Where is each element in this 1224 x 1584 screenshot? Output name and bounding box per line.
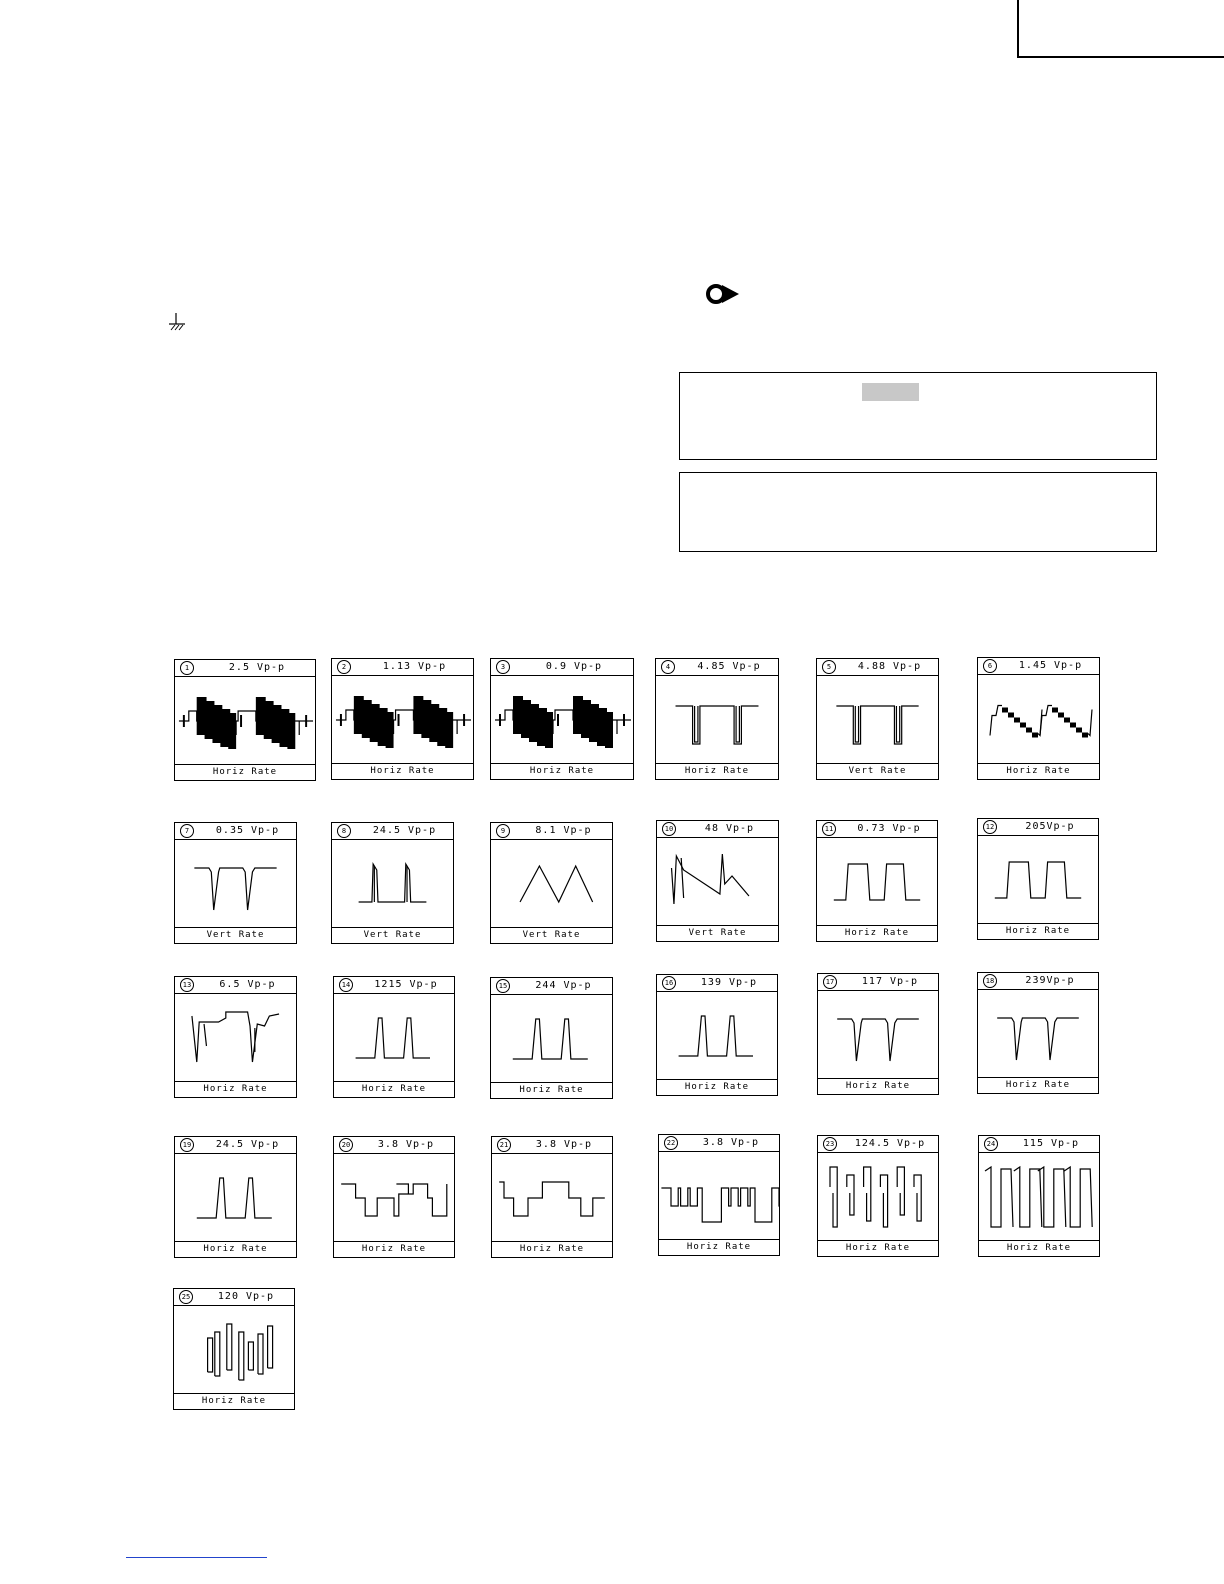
waveform-amplitude: 4.85 Vp-p — [697, 661, 761, 672]
waveform-rate: Horiz Rate — [492, 1241, 612, 1257]
waveform-header — [334, 1137, 454, 1154]
waveform-trace — [175, 840, 296, 928]
waveform-amplitude: 48 Vp-p — [704, 823, 755, 834]
waveform-number: 9 — [496, 824, 510, 838]
waveform-header — [978, 973, 1098, 990]
waveform-header — [817, 659, 938, 676]
waveform-number: 22 — [664, 1136, 678, 1150]
waveform-header — [491, 823, 612, 840]
waveform-panel-13 — [174, 976, 297, 1098]
waveform-rate: Vert Rate — [491, 927, 612, 943]
waveform-number: 20 — [339, 1138, 353, 1152]
waveform-trace — [657, 992, 777, 1080]
waveform-number: 4 — [661, 660, 675, 674]
waveform-panel-20 — [333, 1136, 455, 1258]
waveform-rate: Horiz Rate — [656, 763, 778, 779]
waveform-rate: Horiz Rate — [334, 1241, 454, 1257]
waveform-header — [978, 819, 1098, 836]
waveform-header — [491, 659, 633, 676]
waveform-header — [175, 660, 315, 677]
waveform-trace — [979, 1153, 1099, 1241]
waveform-amplitude: 117 Vp-p — [861, 976, 919, 987]
waveform-panel-4 — [655, 658, 779, 780]
waveform-rate: Horiz Rate — [818, 1078, 938, 1094]
waveform-panel-12 — [977, 818, 1099, 940]
waveform-number: 21 — [497, 1138, 511, 1152]
waveform-amplitude: 124.5 Vp-p — [854, 1138, 926, 1149]
waveform-rate: Horiz Rate — [978, 763, 1099, 779]
waveform-number: 25 — [179, 1290, 193, 1304]
waveform-rate: Horiz Rate — [978, 923, 1098, 939]
waveform-header — [174, 1289, 294, 1306]
waveform-trace — [175, 677, 315, 765]
waveform-number: 5 — [822, 660, 836, 674]
waveform-panel-24 — [978, 1135, 1100, 1257]
waveform-amplitude: 244 Vp-p — [535, 980, 592, 991]
waveform-rate: Vert Rate — [817, 763, 938, 779]
waveform-number: 19 — [180, 1138, 194, 1152]
waveform-header — [175, 977, 296, 994]
waveform-amplitude: 8.1 Vp-p — [535, 825, 592, 836]
waveform-panel-17 — [817, 973, 939, 1095]
waveform-trace — [491, 840, 612, 928]
waveform-amplitude: 2.5 Vp-p — [228, 662, 286, 673]
waveform-rate: Horiz Rate — [657, 1079, 777, 1095]
waveform-header — [979, 1136, 1099, 1153]
waveform-trace — [334, 1154, 454, 1242]
waveform-number: 17 — [823, 975, 837, 989]
waveform-amplitude: 6.5 Vp-p — [219, 979, 276, 990]
waveform-header — [175, 1137, 296, 1154]
waveform-rate: Horiz Rate — [817, 925, 937, 941]
waveform-trace — [174, 1306, 294, 1394]
waveform-number: 11 — [822, 822, 836, 836]
waveform-number: 13 — [180, 978, 194, 992]
waveform-amplitude: 1.45 Vp-p — [1018, 660, 1083, 671]
waveform-panel-22 — [658, 1134, 780, 1256]
waveform-amplitude: 239Vp-p — [1025, 975, 1075, 986]
waveform-header — [656, 659, 778, 676]
footer-link-underline — [126, 1557, 267, 1558]
waveform-rate: Horiz Rate — [979, 1240, 1099, 1256]
waveform-header — [659, 1135, 779, 1152]
waveform-amplitude: 24.5 Vp-p — [215, 1139, 280, 1150]
waveform-header — [332, 823, 453, 840]
waveform-header — [657, 821, 778, 838]
waveform-rate: Horiz Rate — [334, 1081, 454, 1097]
waveform-panel-6 — [977, 657, 1100, 780]
waveform-trace — [332, 840, 453, 928]
waveform-amplitude: 205Vp-p — [1025, 821, 1075, 832]
waveform-number: 23 — [823, 1137, 837, 1151]
waveform-amplitude: 24.5 Vp-p — [372, 825, 437, 836]
waveform-trace — [491, 995, 612, 1083]
waveform-number: 12 — [983, 820, 997, 834]
waveform-trace — [817, 676, 938, 764]
waveform-header — [491, 978, 612, 995]
waveform-amplitude: 0.35 Vp-p — [215, 825, 280, 836]
waveform-amplitude: 120 Vp-p — [217, 1291, 275, 1302]
waveform-rate: Horiz Rate — [818, 1240, 938, 1256]
waveform-rate: Vert Rate — [175, 927, 296, 943]
waveform-rate: Horiz Rate — [175, 1081, 296, 1097]
waveform-amplitude: 139 Vp-p — [700, 977, 758, 988]
waveform-trace — [978, 836, 1098, 924]
waveform-trace — [978, 675, 1099, 764]
waveform-amplitude: 0.73 Vp-p — [857, 823, 921, 834]
waveform-number: 15 — [496, 979, 510, 993]
ground-symbol-icon — [168, 312, 186, 332]
waveform-trace — [817, 838, 937, 926]
waveform-trace — [659, 1152, 779, 1240]
waveform-panel-10 — [656, 820, 779, 942]
waveform-trace — [491, 676, 633, 764]
waveform-amplitude: 3.8 Vp-p — [535, 1139, 593, 1150]
waveform-header — [817, 821, 937, 838]
highlight-mark — [862, 383, 919, 401]
waveform-header — [818, 974, 938, 991]
waveform-header — [334, 977, 454, 994]
waveform-panel-11 — [816, 820, 938, 942]
waveform-number: 18 — [983, 974, 997, 988]
waveform-rate: Horiz Rate — [659, 1239, 779, 1255]
waveform-panel-18 — [977, 972, 1099, 1094]
waveform-number: 3 — [496, 660, 510, 674]
waveform-number: 8 — [337, 824, 351, 838]
waveform-number: 1 — [180, 661, 194, 675]
waveform-number: 24 — [984, 1137, 998, 1151]
waveform-trace — [492, 1154, 612, 1242]
waveform-panel-8 — [331, 822, 454, 944]
waveform-amplitude: 3.8 Vp-p — [377, 1139, 435, 1150]
waveform-trace — [175, 1154, 296, 1242]
waveform-rate: Horiz Rate — [175, 764, 315, 780]
waveform-header — [332, 659, 473, 676]
pointer-arrow-icon — [705, 283, 741, 305]
waveform-panel-21 — [491, 1136, 613, 1258]
waveform-rate: Vert Rate — [332, 927, 453, 943]
waveform-rate: Horiz Rate — [491, 1082, 612, 1098]
waveform-panel-25 — [173, 1288, 295, 1410]
waveform-amplitude: 3.8 Vp-p — [702, 1137, 760, 1148]
waveform-header — [978, 658, 1099, 675]
waveform-trace — [818, 991, 938, 1079]
waveform-trace — [657, 838, 778, 926]
note-box-upper — [679, 372, 1157, 460]
waveform-amplitude: 4.88 Vp-p — [857, 661, 922, 672]
waveform-trace — [175, 994, 296, 1082]
waveform-rate: Horiz Rate — [491, 763, 633, 779]
waveform-panel-15 — [490, 977, 613, 1099]
waveform-panel-14 — [333, 976, 455, 1098]
waveform-header — [492, 1137, 612, 1154]
waveform-amplitude: 1.13 Vp-p — [382, 661, 447, 672]
waveform-panel-3 — [490, 658, 634, 780]
waveform-amplitude: 1215 Vp-p — [374, 979, 438, 990]
waveform-trace — [332, 676, 473, 764]
waveform-trace — [818, 1153, 938, 1241]
waveform-number: 16 — [662, 976, 676, 990]
waveform-trace — [334, 994, 454, 1082]
waveform-panel-16 — [656, 974, 778, 1096]
waveform-rate: Horiz Rate — [332, 763, 473, 779]
waveform-panel-19 — [174, 1136, 297, 1258]
waveform-trace — [978, 990, 1098, 1078]
waveform-trace — [656, 676, 778, 764]
waveform-panel-9 — [490, 822, 613, 944]
waveform-header — [657, 975, 777, 992]
waveform-rate: Horiz Rate — [175, 1241, 296, 1257]
waveform-rate: Horiz Rate — [174, 1393, 294, 1409]
waveform-number: 6 — [983, 659, 997, 673]
waveform-amplitude: 115 Vp-p — [1022, 1138, 1080, 1149]
waveform-panel-2 — [331, 658, 474, 780]
waveform-number: 14 — [339, 978, 353, 992]
waveform-rate: Horiz Rate — [978, 1077, 1098, 1093]
waveform-header — [175, 823, 296, 840]
waveform-number: 7 — [180, 824, 194, 838]
note-box-lower — [679, 472, 1157, 552]
waveform-rate: Vert Rate — [657, 925, 778, 941]
page-corner-tab — [1017, 0, 1224, 58]
waveform-number: 2 — [337, 660, 351, 674]
waveform-number: 10 — [662, 822, 676, 836]
waveform-panel-1 — [174, 659, 316, 781]
waveform-panel-23 — [817, 1135, 939, 1257]
waveform-panel-7 — [174, 822, 297, 944]
waveform-panel-5 — [816, 658, 939, 780]
waveform-header — [818, 1136, 938, 1153]
waveform-amplitude: 0.9 Vp-p — [545, 661, 603, 672]
